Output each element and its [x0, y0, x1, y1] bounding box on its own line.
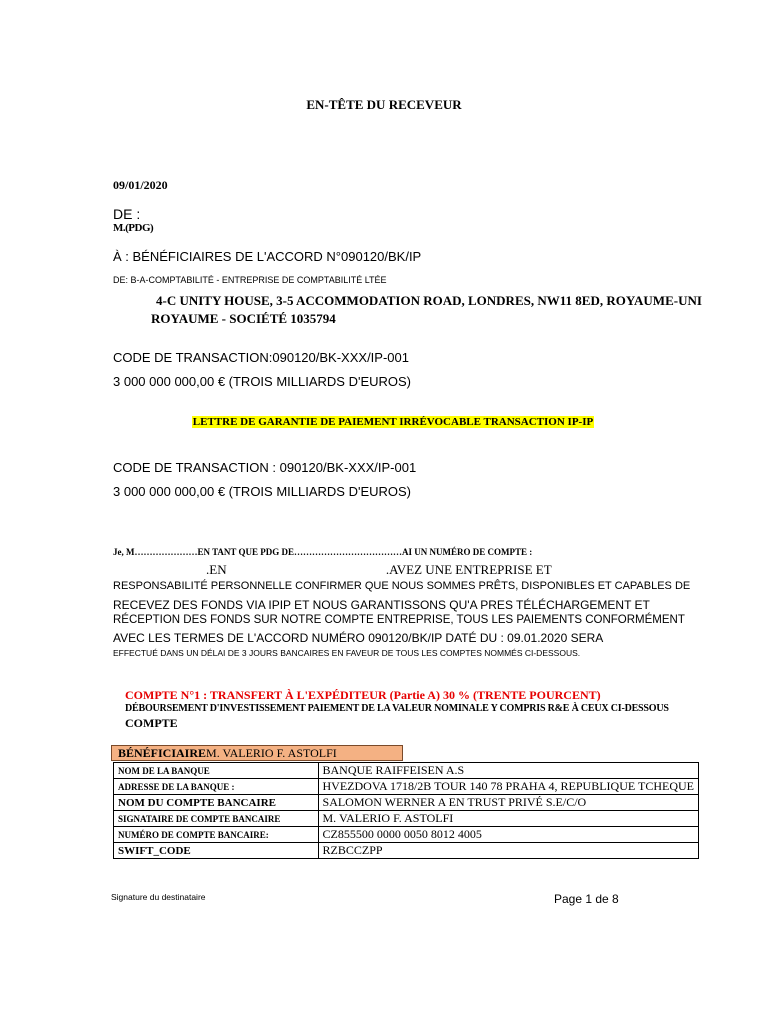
bank-name-value: BANQUE RAIFFEISEN A.S: [318, 763, 698, 779]
account-signatory-value: M. VALERIO F. ASTOLFI: [318, 811, 698, 827]
bank-address-label: ADRESSE DE LA BANQUE :: [114, 779, 319, 795]
table-row: [114, 763, 699, 779]
body-line-3: RESPONSABILITÉ PERSONNELLE CONFIRMER QUE NOUS SOMMES PRÊTS, DISPONIBLES ET CAPABLES DE: [113, 580, 691, 592]
body-line-7: EFFECTUÉ DANS UN DÉLAI DE 3 JOURS BANCAIRES EN FAVEUR DE TOUS LES COMPTES NOMMÉS CI-DESSOUS.: [113, 648, 581, 658]
account-signatory-label: SIGNATAIRE DE COMPTE BANCAIRE: [114, 811, 319, 827]
bank-address-value: HVEZDOVA 1718/2B TOUR 140 78 PRAHA 4, REPUBLIQUE TCHEQUE: [318, 779, 698, 795]
table-row: [114, 827, 699, 843]
transaction-amount: 3 000 000 000,00 € (TROIS MILLIARDS D'EUROS): [113, 374, 411, 389]
account-heading: COMPTE N°1 : TRANSFERT À L'EXPÉDITEUR (Partie A) 30 % (TRENTE POURCENT): [125, 688, 601, 702]
swift-code-label: SWIFT_CODE: [114, 843, 319, 859]
recipient-line: À : BÉNÉFICIAIRES DE L'ACCORD N°090120/BK/IP: [113, 249, 422, 264]
recipient-signature-label: Signature du destinataire: [111, 892, 206, 902]
table-row: [114, 811, 699, 827]
page-number: Page 1 de 8: [554, 892, 619, 906]
document-date: 09/01/2020: [113, 178, 168, 192]
transaction-code: CODE DE TRANSACTION:090120/BK-XXX/IP-001: [113, 350, 409, 365]
body-line-4: RECEVEZ DES FONDS VIA IPIP ET NOUS GARANTISSONS QU'A PRES TÉLÉCHARGEMENT ET: [113, 598, 650, 612]
account-name-value: SALOMON WERNER A EN TRUST PRIVÉ S.E/C/O: [318, 795, 698, 811]
body-line-1: Je, M…………………EN TANT QUE PDG DE………………………………AI UN NUMÉRO DE COMPTE :: [113, 547, 533, 557]
account-number-label: NUMÉRO DE COMPTE BANCAIRE:: [114, 827, 319, 843]
letter-title-text: LETTRE DE GARANTIE DE PAIEMENT IRRÉVOCABLE TRANSACTION IP-IP: [192, 416, 594, 428]
letter-title: [0, 416, 768, 428]
account-subheading: DÉBOURSEMENT D'INVESTISSEMENT PAIEMENT DE LA VALEUR NOMINALE Y COMPRIS R&E À CEUX CI-DESSOUS: [125, 703, 669, 714]
page-title: EN-TÊTE DU RECEVEUR: [306, 97, 462, 112]
table-row: [114, 843, 699, 859]
recipient-company: DE: B-A-COMPTABILITÉ - ENTREPRISE DE COMPTABILITÉ LTÉE: [113, 275, 387, 285]
account-subheading-2: COMPTE: [125, 716, 178, 730]
account-name-label: NOM DU COMPTE BANCAIRE: [114, 795, 319, 811]
transaction-amount-repeat: 3 000 000 000,00 € (TROIS MILLIARDS D'EUROS): [113, 484, 411, 499]
from-label: DE :: [113, 206, 141, 222]
body-line-6: AVEC LES TERMES DE L'ACCORD NUMÉRO 090120/BK/IP DATÉ DU : 09.01.2020 SERA: [113, 631, 604, 645]
body-line-2: .EN .AVEZ UNE ENTREPRISE ET: [206, 562, 552, 577]
recipient-address-line1: 4-C UNITY HOUSE, 3-5 ACCOMMODATION ROAD, LONDRES, NW11 8ED, ROYAUME-UNI: [156, 293, 702, 308]
recipient-address-line2: ROYAUME - SOCIÉTÉ 1035794: [151, 311, 336, 326]
account-number-value: CZ855500 0000 0050 8012 4005: [318, 827, 698, 843]
beneficiary-header: [111, 745, 403, 761]
bank-name-label: NOM DE LA BANQUE: [114, 763, 319, 779]
body-line-5: RÉCEPTION DES FONDS SUR NOTRE COMPTE ENTREPRISE, TOUS LES PAIEMENTS CONFORMÉMENT: [113, 614, 685, 626]
from-name: M.(PDG): [113, 222, 154, 234]
beneficiary-label: BÉNÉFICIAIRE: [118, 746, 207, 760]
table-row: [114, 795, 699, 811]
table-row: [114, 779, 699, 795]
beneficiary-value: M. VALERIO F. ASTOLFI: [206, 746, 337, 760]
transaction-code-repeat: CODE DE TRANSACTION : 090120/BK-XXX/IP-001: [113, 460, 417, 475]
bank-details-table: [113, 762, 699, 859]
swift-code-value: RZBCCZPP: [318, 843, 698, 859]
